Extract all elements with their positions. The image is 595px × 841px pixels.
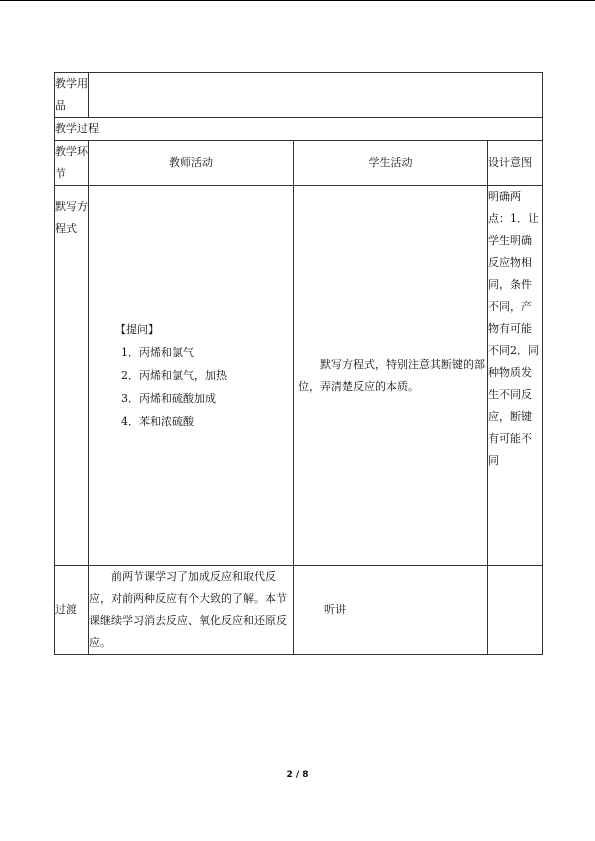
student-activity-transition: 听讲	[294, 566, 488, 655]
prompt-list	[89, 318, 293, 433]
design-intent-dictation: 明确两点：1．让学生明确反应物相同，条件不同，产物有可能不同2．同种物质发生不同反应，断键有可能不同	[488, 186, 543, 566]
top-rule	[0, 0, 595, 1]
stage-dictation: 默写方程式	[55, 186, 89, 566]
teacher-activity-dictation	[89, 186, 294, 566]
prompt-item: 3．丙烯和硫酸加成	[121, 392, 216, 405]
header-student: 学生活动	[294, 141, 488, 186]
row-dictation	[55, 186, 543, 566]
prompt-item: 2．丙烯和氯气，加热	[121, 369, 227, 382]
prompt-item: 1．丙烯和氯气	[121, 346, 194, 359]
design-intent-transition	[488, 566, 543, 655]
student-activity-dictation: 默写方程式，特别注意其断键的部位，弄清楚反应的本质。	[294, 186, 488, 566]
row-process	[55, 118, 543, 141]
row-transition	[55, 566, 543, 655]
page-number: 2 / 8	[286, 770, 309, 780]
header-design: 设计意图	[488, 141, 543, 186]
prompt-item: 4．苯和浓硫酸	[121, 415, 194, 428]
stage-transition: 过渡	[55, 566, 89, 655]
teacher-activity-transition: 前两节课学习了加成反应和取代反应，对前两种反应有个大致的了解。本节课继续学习消去反应、氧化反应和还原反应。	[89, 566, 294, 655]
header-stage: 教学环节	[55, 141, 89, 186]
process-label: 教学过程	[55, 118, 543, 141]
lesson-plan-table	[54, 72, 543, 655]
prompt-title: 【提问】	[115, 323, 159, 336]
row-header	[55, 141, 543, 186]
materials-label: 教学用品	[55, 73, 89, 118]
row-materials	[55, 73, 543, 118]
materials-content	[89, 73, 543, 118]
header-teacher: 教师活动	[89, 141, 294, 186]
